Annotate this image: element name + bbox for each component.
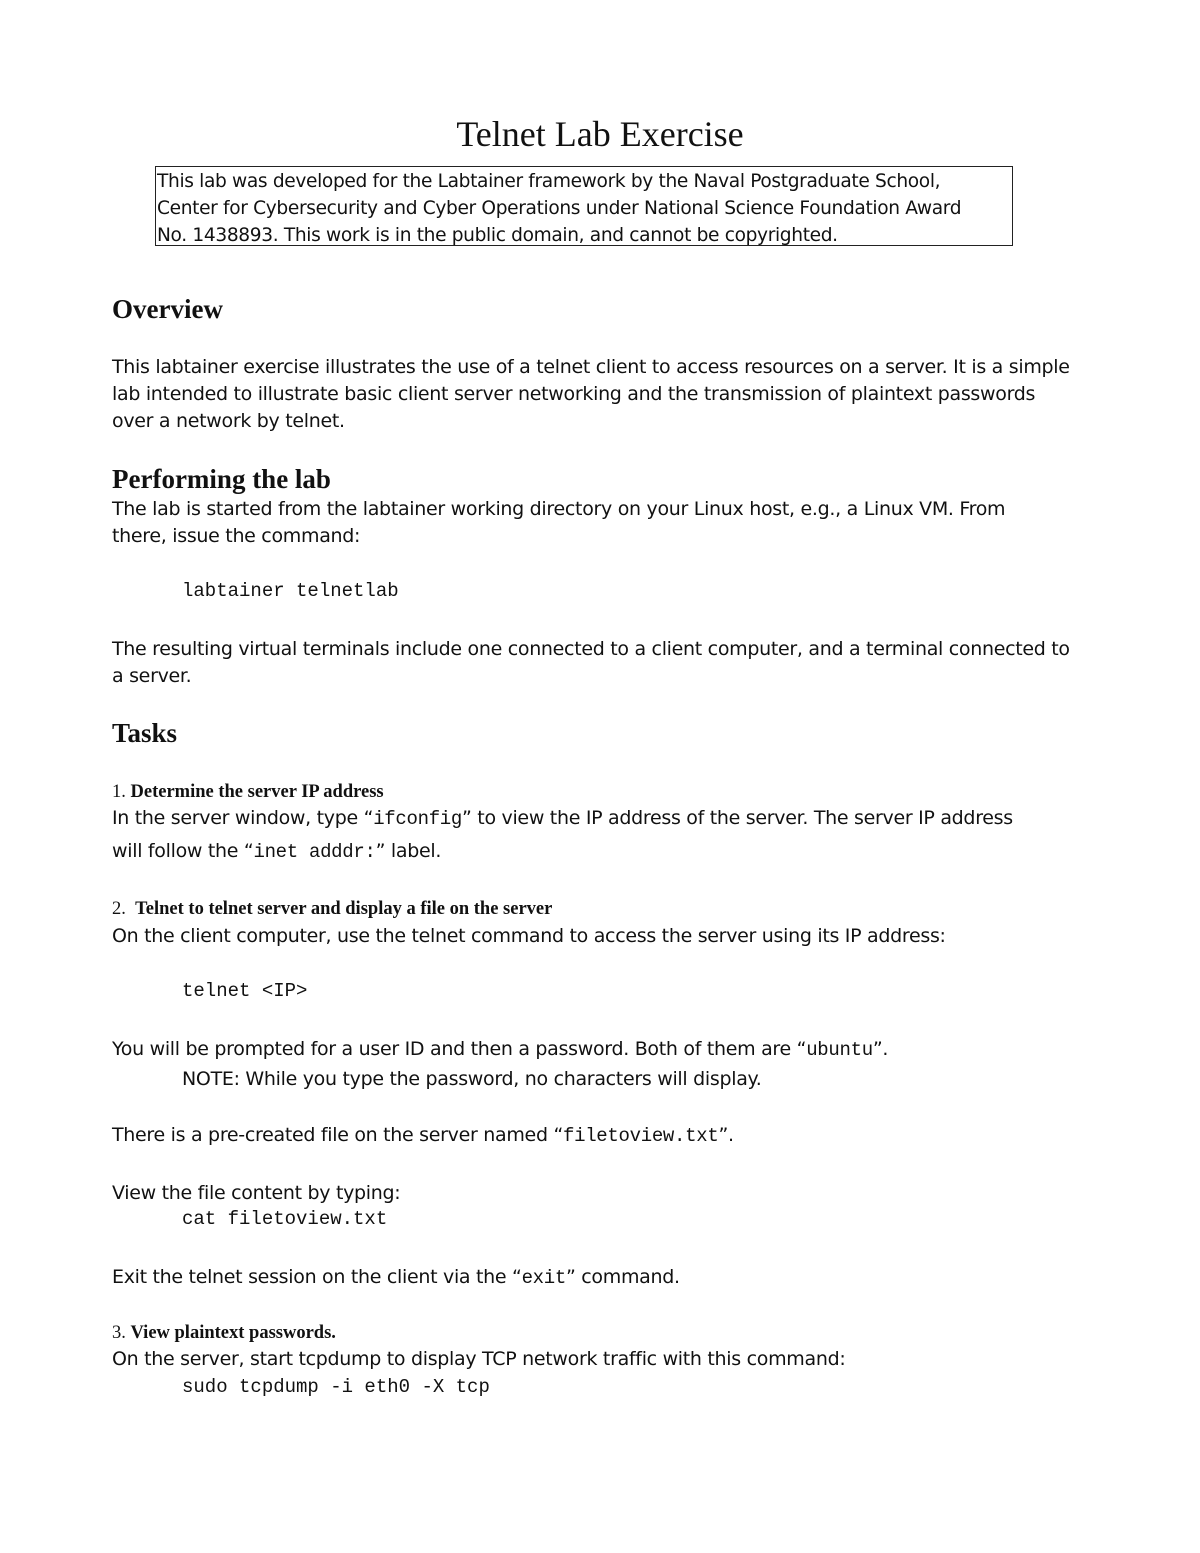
task2-file-line: There is a pre-created file on the server named “filetoview.txt”.: [112, 1124, 734, 1147]
task2-intro: On the client computer, use the telnet command to access the server using its IP address:: [112, 925, 946, 947]
task2-title-text: Telnet to telnet server and display a file on the server: [135, 899, 553, 919]
tasks-heading: Tasks: [112, 718, 178, 748]
task3-title-text: View plaintext passwords.: [130, 1323, 336, 1343]
notice-line: Center for Cybersecurity and Cyber Operations under National Science Foundation Award: [157, 198, 962, 219]
performing-line: there, issue the command:: [112, 525, 361, 547]
task1-line: In the server window, type “ifconfig” to view the IP address of the server. The server IP address: [112, 807, 1013, 830]
task2-title: [112, 896, 552, 922]
overview-line: lab intended to illustrate basic client server networking and the transmission of plaintext passwords: [112, 383, 1036, 405]
ifconfig-code: ifconfig: [373, 808, 463, 830]
performing-after-line: The resulting virtual terminals include one connected to a client computer, and a terminal connected to: [112, 638, 1070, 660]
overview-line: over a network by telnet.: [112, 410, 345, 432]
task3-title: [112, 1320, 336, 1346]
task2-prompt-line: You will be prompted for a user ID and then a password. Both of them are “ubuntu”.: [112, 1038, 889, 1061]
document-title: Telnet Lab Exercise: [456, 114, 744, 154]
task1-line: will follow the “inet adddr:” label.: [112, 840, 442, 863]
start-command: labtainer telnetlab: [182, 580, 399, 602]
filetoview-code: filetoview.txt: [563, 1125, 719, 1147]
task1-title-text: Determine the server IP address: [130, 782, 384, 802]
task2-number: 2.: [112, 899, 126, 919]
notice-line: No. 1438893. This work is in the public domain, and cannot be copyrighted.: [157, 225, 838, 246]
exit-code: exit: [521, 1267, 566, 1289]
cat-command: cat filetoview.txt: [182, 1208, 388, 1230]
overview-line: This labtainer exercise illustrates the use of a telnet client to access resources on a server. It is a simple: [112, 356, 1070, 378]
tcpdump-command: sudo tcpdump -i eth0 -X tcp: [182, 1376, 490, 1398]
performing-after-line: a server.: [112, 665, 192, 687]
license-notice-box: [155, 166, 1013, 246]
task1-title: [112, 779, 384, 805]
inet-addr-code: inet adddr:: [253, 841, 376, 863]
ubuntu-code: ubuntu: [806, 1039, 873, 1061]
task1-number: 1.: [112, 782, 126, 802]
notice-line: This lab was developed for the Labtainer framework by the Naval Postgraduate School,: [157, 171, 941, 192]
performing-heading: Performing the lab: [112, 464, 331, 494]
overview-heading: Overview: [112, 294, 223, 324]
task3-intro: On the server, start tcpdump to display TCP network traffic with this command:: [112, 1348, 846, 1370]
task3-number: 3.: [112, 1323, 126, 1343]
performing-line: The lab is started from the labtainer working directory on your Linux host, e.g., a Linux VM. From: [112, 498, 1006, 520]
telnet-command: telnet <IP>: [182, 980, 308, 1002]
task2-view-text: View the file content by typing:: [112, 1182, 401, 1204]
task2-note: NOTE: While you type the password, no characters will display.: [182, 1068, 762, 1090]
task2-exit-line: Exit the telnet session on the client via the “exit” command.: [112, 1266, 680, 1289]
